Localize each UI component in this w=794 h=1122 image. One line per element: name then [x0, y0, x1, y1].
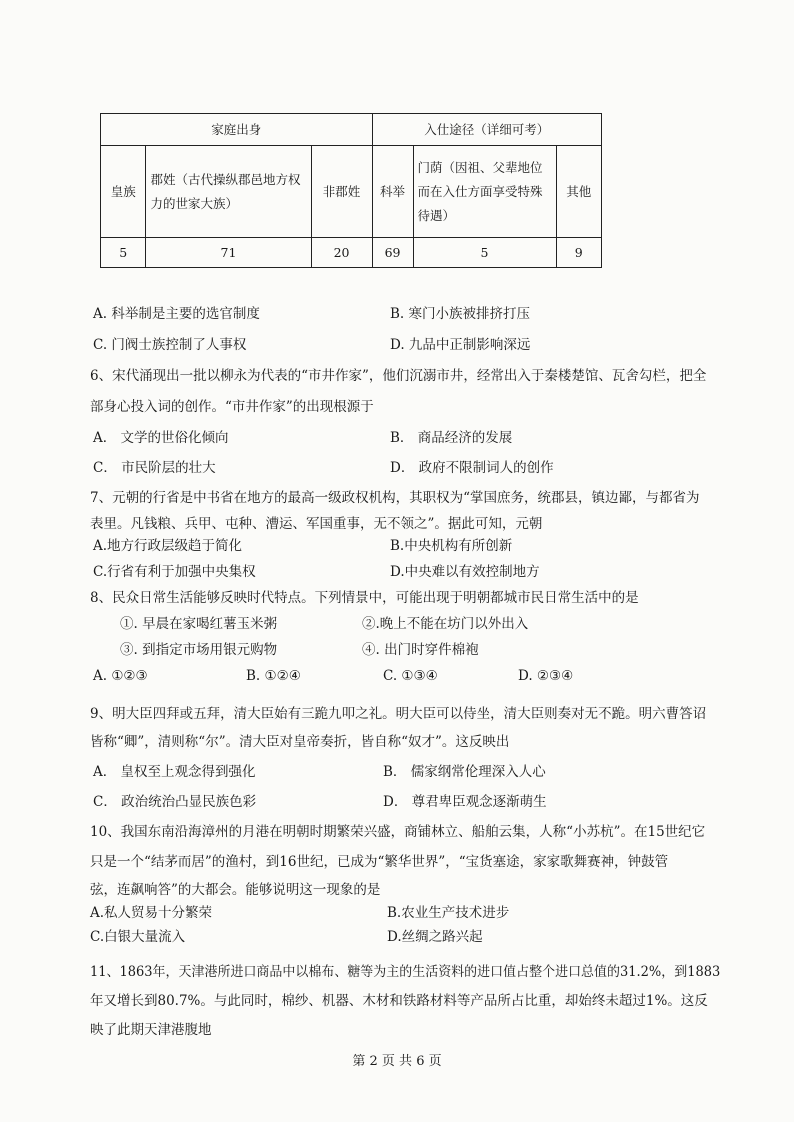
table-value-cell: 69 [372, 238, 413, 268]
q10-option-c: C.白银大量流入 [90, 929, 186, 945]
q8-item-3: ③. 到指定市场用银元购物 [120, 642, 278, 658]
table-header-cell: 其他 [556, 146, 601, 238]
q7-option-d: D.中央难以有效控制地方 [390, 564, 540, 580]
q6-stem-line: 部身心投入词的创作。“市井作家”的出现根源于 [90, 399, 374, 415]
q7-option-a: A.地方行政层级趋于简化 [93, 538, 243, 554]
q11-stem-line: 11、1863年，天津港所进口商品中以棉布、糖等为主的生活资料的进口值占整个进口总值的31.2%，到1883 [90, 964, 721, 980]
q10-option-d: D.丝绸之路兴起 [387, 929, 483, 945]
table-value-cell: 5 [101, 238, 146, 268]
q10-stem-line: 10、我国东南沿海漳州的月港在明朝时期繁荣兴盛，商铺林立、船舶云集，人称“小苏杭”。在15世纪它 [90, 824, 706, 840]
q7-stem-line: 7、元朝的行省是中书省在地方的最高一级政权机构，其职权为“掌国庶务，统郡县，镇边鄙，与都省为 [90, 490, 700, 506]
q9-option-d: D． 尊君卑臣观念逐渐萌生 [383, 794, 547, 810]
q6-option-d: D． 政府不限制词人的创作 [390, 460, 554, 476]
table-value-cell: 9 [556, 238, 601, 268]
q7-stem-line: 表里。凡钱粮、兵甲、屯种、漕运、军国重事，无不领之”。据此可知，元朝 [90, 516, 543, 532]
q9-option-c: C． 政治统治凸显民族色彩 [93, 794, 257, 810]
q10-option-a: A.私人贸易十分繁荣 [90, 905, 213, 921]
q6-option-c: C． 市民阶层的壮大 [93, 460, 216, 476]
q8-option-b: B. ①②④ [246, 668, 301, 684]
table-value-cell: 5 [413, 238, 556, 268]
q8-stem-line: 8、民众日常生活能够反映时代特点。下列情景中，可能出现于明朝都城市民日常生活中的是 [90, 590, 639, 606]
table-value-cell: 20 [311, 238, 372, 268]
q6-stem-line: 6、宋代涌现出一批以柳永为代表的“市井作家”，他们沉溺市井，经常出入于秦楼楚馆、瓦舍勾栏，把全 [90, 368, 707, 384]
q8-option-a: A. ①②③ [93, 668, 148, 684]
statistics-table [100, 113, 602, 268]
q8-item-4: ④. 出门时穿件棉袍 [362, 642, 479, 658]
table-header-cell: 科举 [372, 146, 413, 238]
q8-item-1: ①. 早晨在家喝红薯玉米粥 [120, 616, 278, 632]
table-header-cell: 皇族 [101, 146, 146, 238]
q9-option-a: A． 皇权至上观念得到强化 [93, 764, 256, 780]
q9-option-b: B． 儒家纲常伦理深入人心 [383, 764, 546, 780]
q10-stem-line: 弦，连飙响答”的大都会。能够说明这一现象的是 [90, 882, 381, 898]
q8-item-2: ②.晚上不能在坊门以外出入 [362, 616, 529, 632]
q7-option-c: C.行省有利于加强中央集权 [93, 564, 256, 580]
q6-option-a: A． 文学的世俗化倾向 [93, 430, 229, 446]
q11-stem-line: 年又增长到80.7%。与此同时，棉纱、机器、木材和铁路材料等产品所占比重，却始终未超过1%。这反 [90, 993, 708, 1009]
q8-option-c: C. ①③④ [383, 668, 438, 684]
q10-option-b: B.农业生产技术进步 [387, 905, 510, 921]
table-value-cell: 71 [146, 238, 311, 268]
q11-stem-line: 映了此期天津港腹地 [90, 1022, 212, 1038]
table-group-career-path: 入仕途径（详细可考） [372, 114, 601, 146]
q5-option-b: B. 寒门小族被排挤打压 [390, 306, 531, 322]
page-footer: 第 2 页 共 6 页 [352, 1054, 442, 1069]
q9-stem-line: 皆称“卿”，清则称“尔”。清大臣对皇帝奏折，皆自称“奴才”。这反映出 [90, 734, 510, 750]
q6-option-b: B． 商品经济的发展 [390, 430, 513, 446]
table-header-cell: 非郡姓 [311, 146, 372, 238]
q9-stem-line: 9、明大臣四拜或五拜，清大臣始有三跪九叩之礼。明大臣可以侍坐，清大臣则奏对无不跪。明六曹答诏 [90, 706, 707, 722]
table-header-cell: 门荫（因祖、父辈地位而在入仕方面享受特殊待遇） [413, 146, 556, 238]
q10-stem-line: 只是一个“结茅而居”的渔村，到16世纪，已成为“繁华世界”，“宝货塞途，家家歌舞赛神，钟鼓管 [90, 854, 669, 870]
q5-option-c: C. 门阀士族控制了人事权 [93, 337, 247, 353]
q5-option-a: A. 科举制是主要的选官制度 [93, 306, 260, 322]
q8-option-d: D. ②③④ [518, 668, 574, 684]
q7-option-b: B.中央机构有所创新 [390, 538, 513, 554]
table-group-family-origin: 家庭出身 [101, 114, 373, 146]
table-header-cell: 郡姓（古代操纵郡邑地方权力的世家大族） [146, 146, 311, 238]
q5-option-d: D. 九品中正制影响深远 [390, 337, 531, 353]
